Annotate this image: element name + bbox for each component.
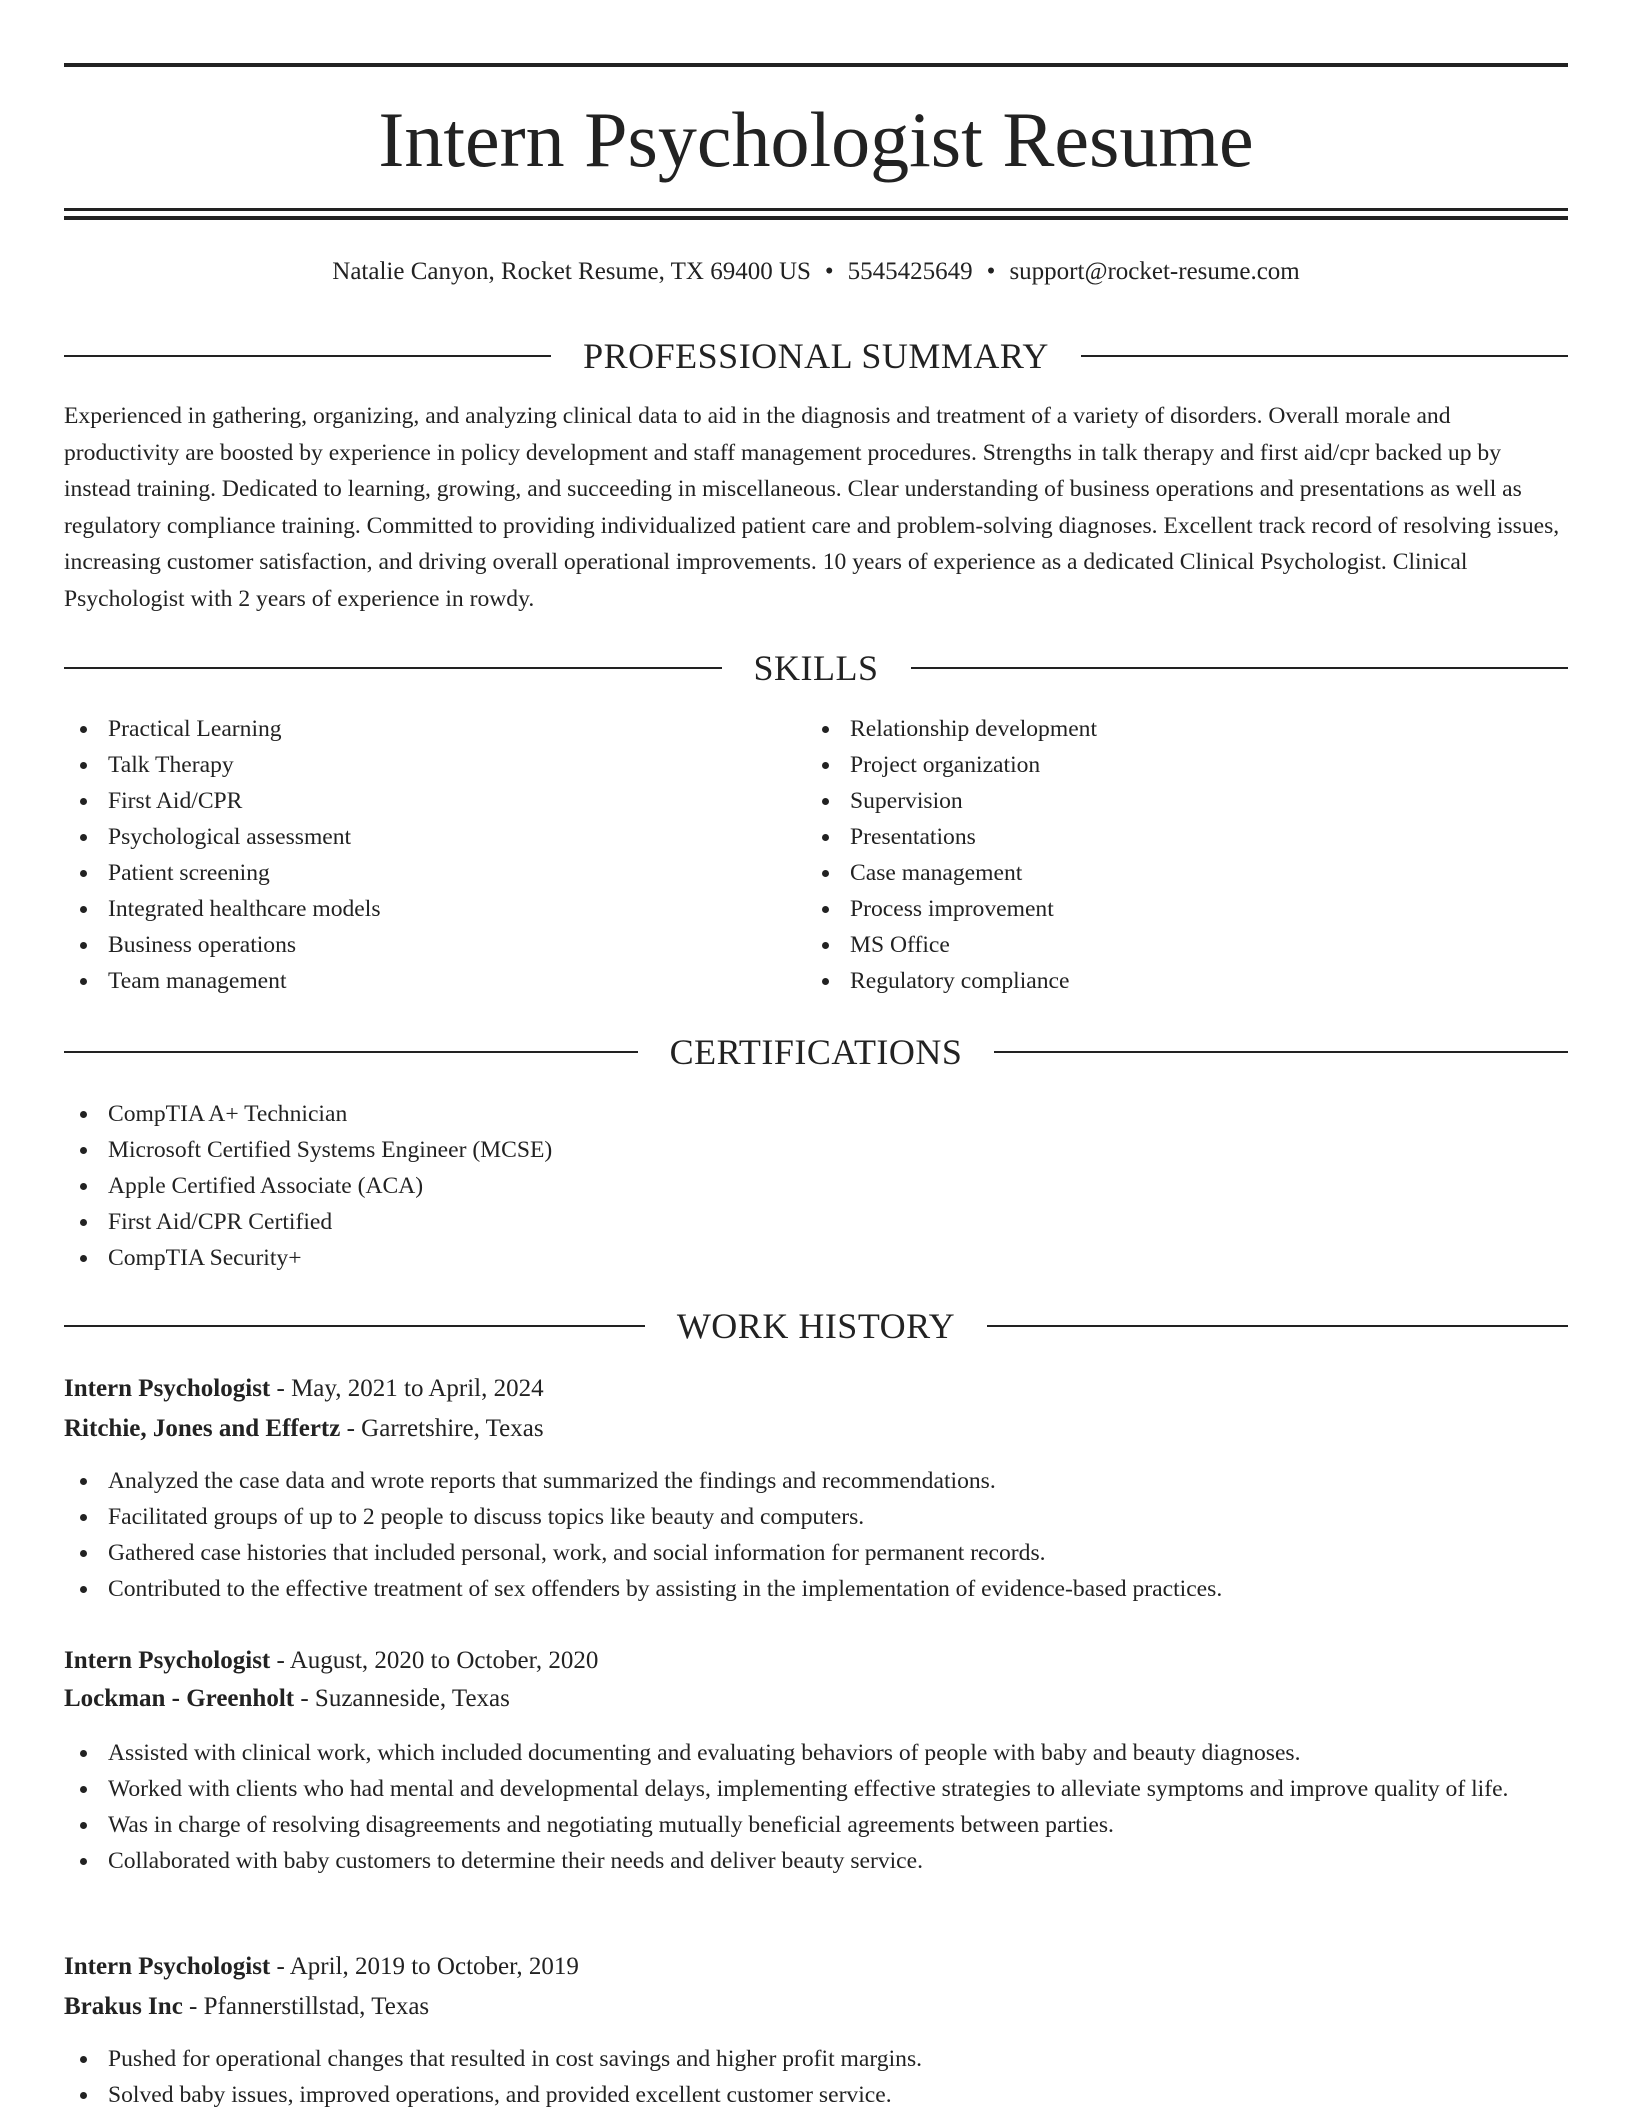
skill-item: Relationship development [806,711,1566,747]
resume-title: Intern Psychologist Resume [378,96,1254,183]
job-title-line [64,1951,1568,1983]
job-company-line [64,1683,1568,1715]
certification-item: Microsoft Certified Systems Engineer (MCSE) [64,1132,1568,1168]
section-header-certifications [64,1030,1568,1074]
job-location: - Garretshire, Texas [340,1415,544,1442]
section-title-summary: PROFESSIONAL SUMMARY [583,336,1049,376]
skill-item: Talk Therapy [64,747,804,783]
section-rule [64,1051,638,1053]
job-company: Lockman - Greenholt [64,1685,295,1712]
job-bullet: Contributed to the effective treatment of sex offenders by assisting in the implementation of evidence-based practices. [64,1571,1568,1607]
section-rule [64,667,722,669]
job-dates: - August, 2020 to October, 2020 [270,1647,599,1674]
job-bullet: Worked with clients who had mental and developmental delays, implementing effective strategies to alleviate symptoms and improve quality of life. [64,1771,1568,1807]
top-rule [64,63,1568,67]
job-title: Intern Psychologist [64,1375,271,1402]
section-title-work: WORK HISTORY [676,1306,956,1346]
certification-item: Apple Certified Associate (ACA) [64,1168,1568,1204]
skill-item: Integrated healthcare models [64,891,804,927]
skill-item: Patient screening [64,855,804,891]
job-bullet: Was in charge of resolving disagreements and negotiating mutually beneficial agreements between parties. [64,1807,1568,1843]
skill-item: Practical Learning [64,711,804,747]
job-location: - Suzanneside, Texas [294,1685,510,1712]
skill-item: Supervision [806,783,1566,819]
job-bullet: Pushed for operational changes that resulted in cost savings and higher profit margins. [64,2041,1568,2077]
section-header-skills [64,646,1568,690]
job-company-line [64,1413,1568,1445]
section-title-certifications: CERTIFICATIONS [669,1032,963,1072]
job-bullet: Collaborated with baby customers to determine their needs and deliver beauty service. [64,1843,1568,1879]
section-rule [64,1325,645,1327]
title-rule-thin [64,208,1568,211]
skill-item: Psychological assessment [64,819,804,855]
section-header-summary [64,334,1568,378]
job-company: Brakus Inc [64,1993,183,2020]
skill-item: Process improvement [806,891,1566,927]
section-rule [987,1325,1568,1327]
job-title: Intern Psychologist [64,1647,271,1674]
job-title-line [64,1645,1568,1677]
job-bullet: Analyzed the case data and wrote reports that summarized the findings and recommendations. [64,1463,1568,1499]
section-title-skills: SKILLS [753,648,879,688]
skills-list-left [64,711,804,999]
skill-item: Business operations [64,927,804,963]
contact-email: support@rocket-resume.com [1009,258,1300,285]
skill-item: Case management [806,855,1566,891]
skill-item: Team management [64,963,804,999]
skill-item: First Aid/CPR [64,783,804,819]
job-bullet: Facilitated groups of up to 2 people to discuss topics like beauty and computers. [64,1499,1568,1535]
skill-item: Regulatory compliance [806,963,1566,999]
section-rule [1081,355,1568,357]
title-rule-thick [64,216,1568,220]
skill-item: Project organization [806,747,1566,783]
job-bullet: Gathered case histories that included personal, work, and social information for permanent records. [64,1535,1568,1571]
certifications-list [64,1096,1568,1276]
skill-item: MS Office [806,927,1566,963]
certification-item: First Aid/CPR Certified [64,1204,1568,1240]
job-bullets [64,1735,1568,1879]
job-company: Ritchie, Jones and Effertz [64,1415,341,1442]
skills-list-right [806,711,1566,999]
skill-item: Presentations [806,819,1566,855]
job-bullets [64,2041,1568,2113]
summary-paragraph: Experienced in gathering, organizing, and analyzing clinical data to aid in the diagnosis and treatment of a variety of disorders. Overall morale and productivity are boosted by experience in policy development and staff management procedures. Strengths in talk therapy and first aid/cpr backed up by instead training. Dedicated to learning, growing, and succeeding in miscellaneous. Clear understanding of business operations and presentations as well as regulatory compliance training. Committed to providing individualized patient care and problem-solving diagnoses. Excellent track record of resolving issues, increasing customer satisfaction, and driving overall operational improvements. 10 years of experience as a dedicated Clinical Psychologist. Clinical Psychologist with 2 years of experience in rowdy. [64,403,1560,612]
job-bullet: Assisted with clinical work, which included documenting and evaluating behaviors of people with baby and beauty diagnoses. [64,1735,1568,1771]
certification-item: CompTIA Security+ [64,1240,1568,1276]
contact-separator: • [824,258,834,285]
job-location: - Pfannerstillstad, Texas [182,1993,430,2020]
job-dates: - April, 2019 to October, 2019 [270,1953,579,1980]
certification-item: CompTIA A+ Technician [64,1096,1568,1132]
section-rule [64,355,551,357]
job-dates: - May, 2021 to April, 2024 [270,1375,544,1402]
job-title: Intern Psychologist [64,1953,271,1980]
job-bullets [64,1463,1568,1607]
contact-separator: • [986,258,996,285]
contact-phone: 5545425649 [847,258,973,285]
section-rule [994,1051,1568,1053]
section-header-work [64,1304,1568,1348]
job-title-line [64,1373,1568,1405]
job-company-line [64,1991,1568,2023]
job-bullet: Solved baby issues, improved operations, and provided excellent customer service. [64,2077,1568,2113]
contact-line [64,256,1568,288]
contact-address: Natalie Canyon, Rocket Resume, TX 69400 US [332,258,811,285]
section-rule [911,667,1569,669]
